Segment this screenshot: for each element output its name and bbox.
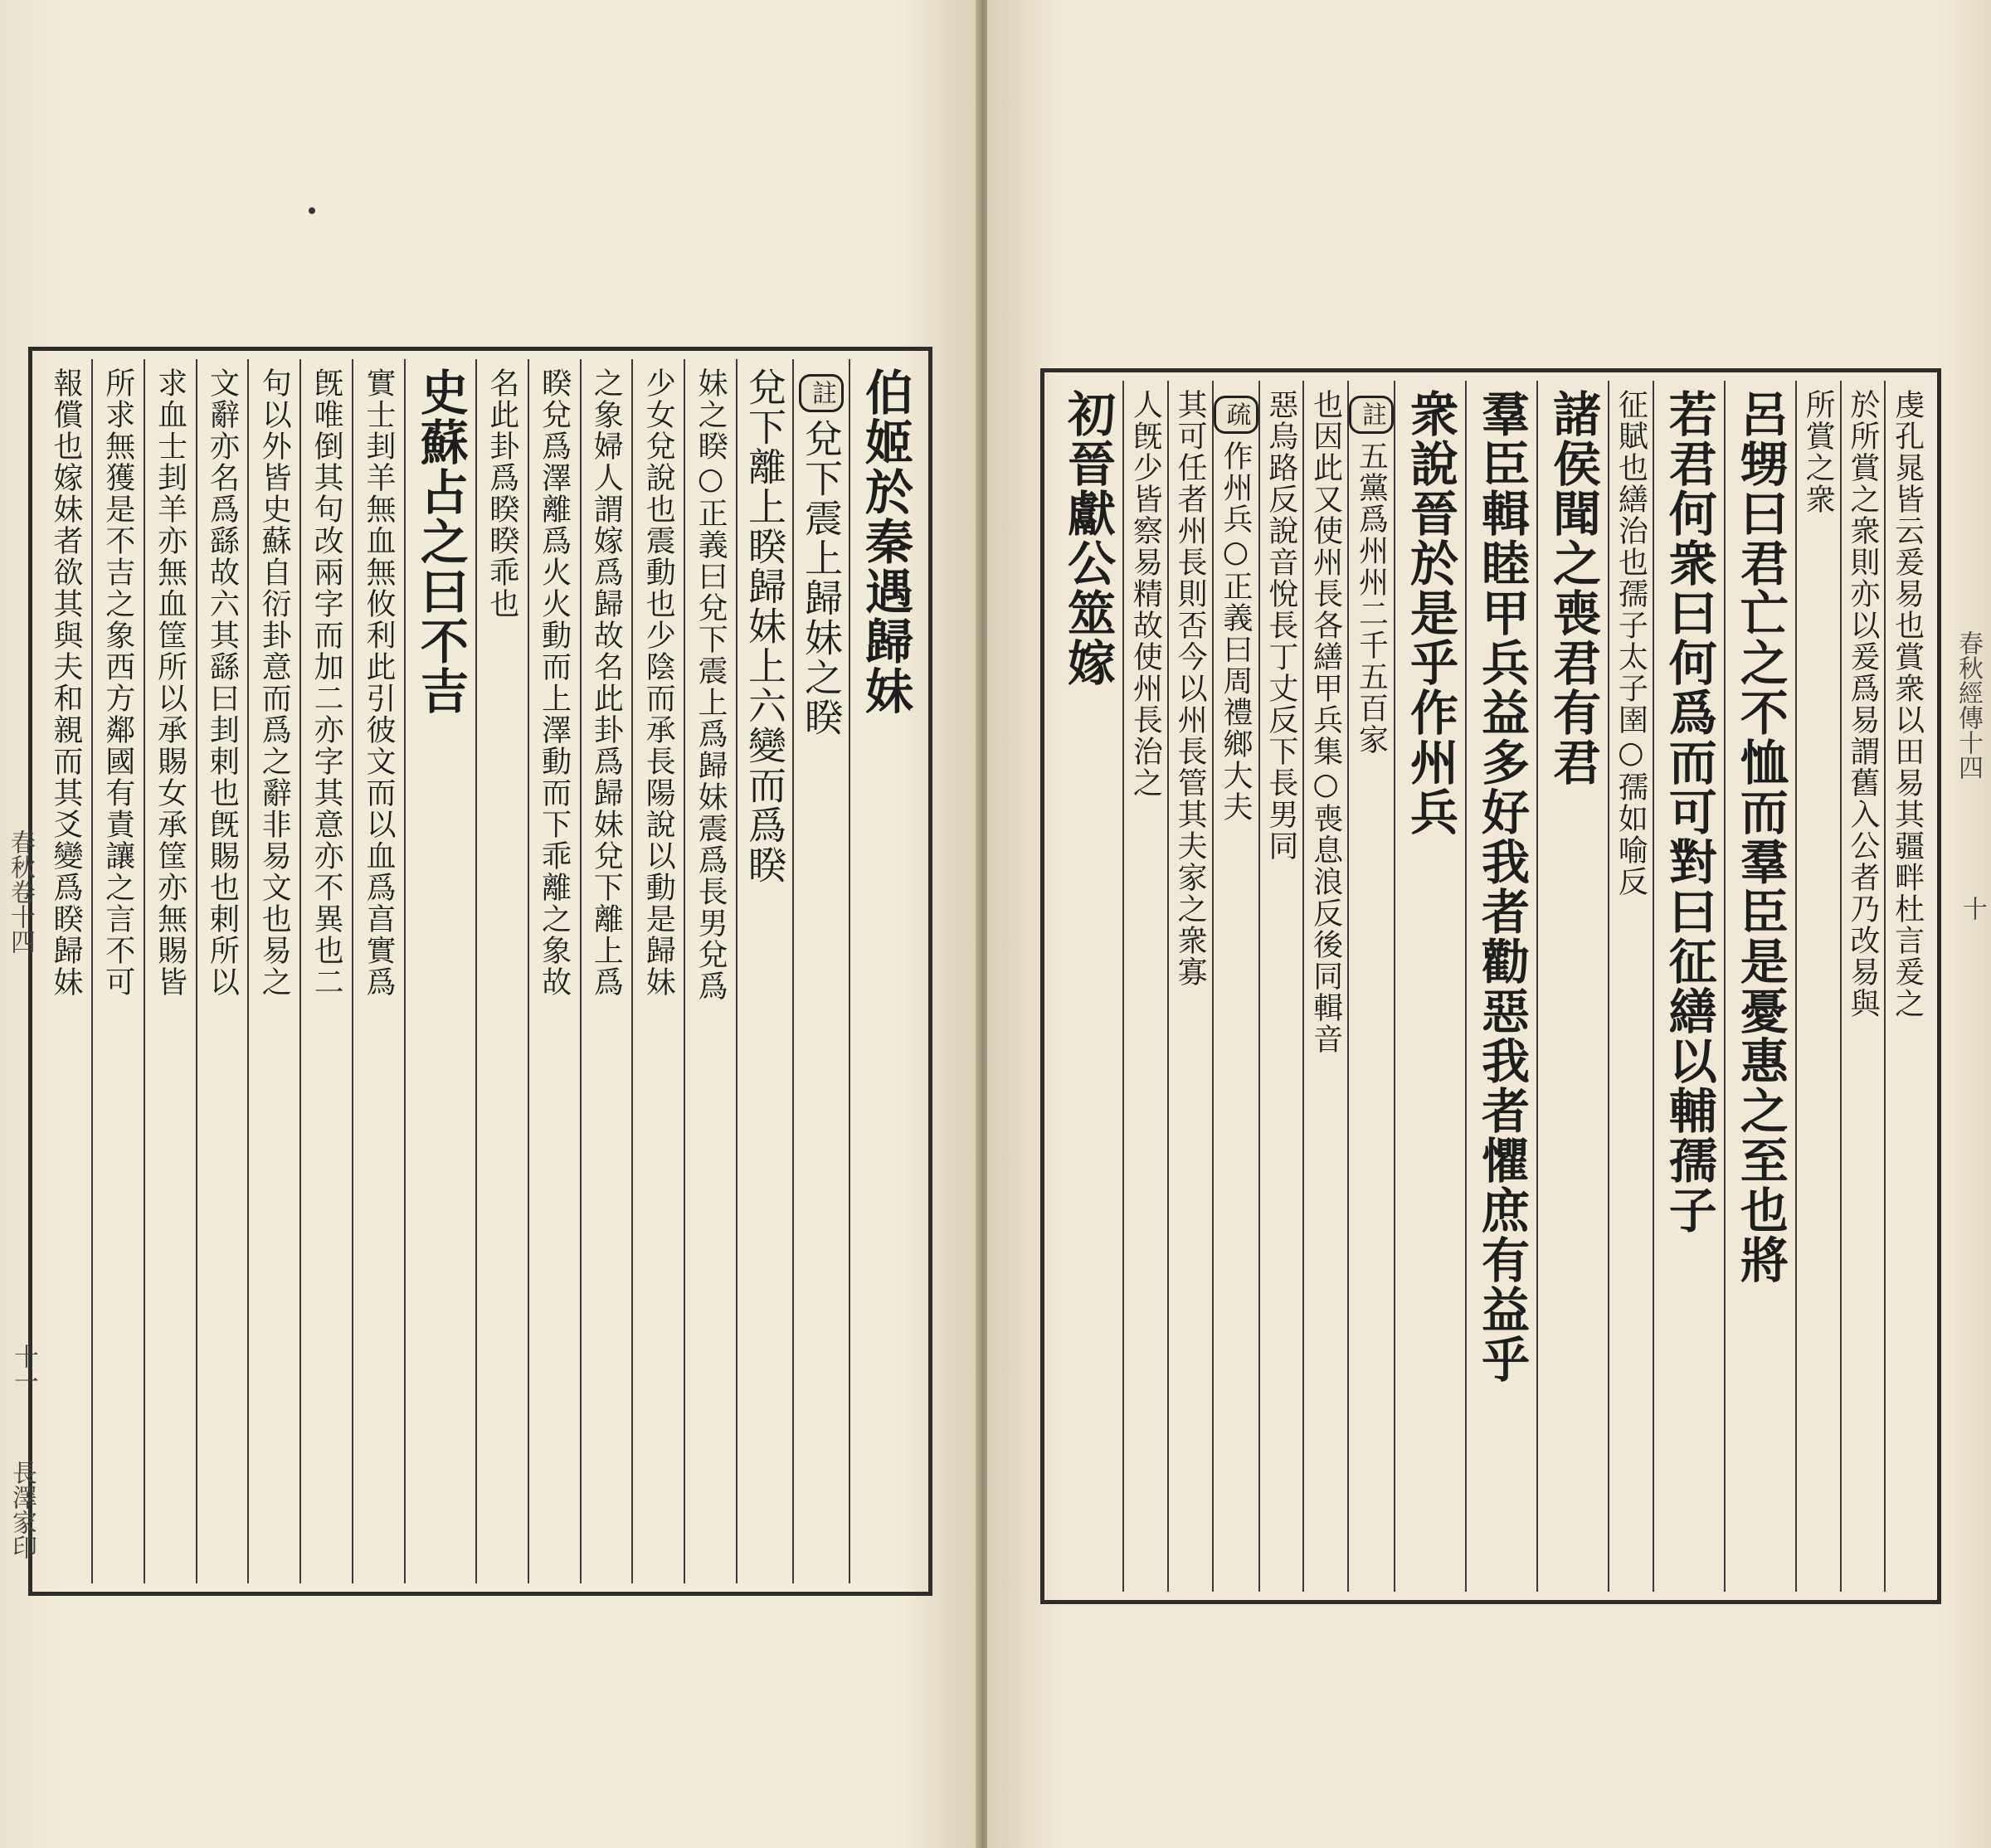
text-column (1347, 381, 1394, 1592)
text-column (1212, 381, 1258, 1592)
text-column (475, 359, 528, 1583)
text-column (1724, 381, 1795, 1592)
text-column (684, 359, 736, 1583)
text-column (1167, 381, 1212, 1592)
ink-dot (309, 207, 315, 214)
text-column (1795, 381, 1840, 1592)
text-column (41, 359, 91, 1583)
column-text: 若君何衆曰何爲而可對曰征繕以輔孺子 (1660, 389, 1717, 1235)
text-column (91, 359, 144, 1583)
column-text: 句以外皆史蘇自衍卦意而爲之辭非易文也易之 (257, 367, 292, 998)
text-column (580, 359, 632, 1583)
annotation-marker: 註 (799, 374, 844, 412)
text-column (196, 359, 248, 1583)
text-column (1302, 381, 1347, 1592)
column-text: 征賦也繕治也孺子太子圉○孺如喻反 (1614, 389, 1648, 897)
right-columns (1053, 381, 1929, 1592)
text-column (1884, 381, 1929, 1592)
text-column (1536, 381, 1608, 1592)
column-text: 史蘇占之曰不吉 (411, 367, 469, 716)
left-margin-label-3: 長澤家印 (7, 1460, 37, 1559)
column-text: 少女兌說也震動也少陰而承長陽說以動是歸妹 (641, 367, 676, 998)
text-column (1465, 381, 1536, 1592)
column-text: 諸侯聞之喪君有君 (1545, 389, 1601, 787)
column-text: 五黨爲州州二千五百家 (1354, 440, 1389, 756)
column-text: 妹之睽○正義曰兌下震上爲歸妹震爲長男兌爲 (694, 367, 728, 1002)
left-margin-label-1: 春秋卷十四 (6, 829, 35, 954)
column-text: 所賞之衆 (1801, 389, 1836, 515)
text-column (1840, 381, 1885, 1592)
text-column (631, 359, 684, 1583)
text-column (1122, 381, 1167, 1592)
right-margin-label-1: 春秋經傳十四 (1954, 630, 1983, 780)
column-text: 人旣少皆察易精故使州長治之 (1128, 389, 1163, 799)
column-text: 求血士刲羊亦無血筐所以承賜女承筐亦無賜皆 (153, 367, 187, 998)
text-column (144, 359, 196, 1583)
text-column (528, 359, 580, 1583)
column-text: 衆說晉於是乎作州兵 (1402, 389, 1458, 837)
column-text: 呂甥曰君亡之不恤而羣臣是憂惠之至也將 (1731, 389, 1789, 1285)
column-text: 也因此又使州長各繕甲兵集○喪息浪反後同輯音 (1308, 389, 1343, 1055)
column-text: 其可任者州長則否今以州長管其夫家之衆寡 (1173, 389, 1208, 988)
text-column (736, 359, 792, 1583)
column-text: 虔孔晁皆云爰易也賞衆以田易其疆畔杜言爰之 (1890, 389, 1925, 1019)
column-text: 名此卦爲睽睽乖也 (484, 367, 519, 620)
column-text: 睽兌爲澤離爲火火動而上澤動而下乖離之象故 (537, 367, 572, 998)
annotation-marker: 疏 (1214, 396, 1258, 434)
left-page (0, 0, 979, 1848)
left-columns (41, 359, 920, 1583)
right-page (987, 0, 1991, 1848)
right-text-block (1040, 368, 1941, 1604)
text-column (404, 359, 475, 1583)
column-text: 報償也嫁妹者欲其與夫和親而其爻變爲睽歸妹 (48, 367, 83, 998)
left-text-block (28, 347, 932, 1596)
text-column (849, 359, 920, 1583)
text-column (1608, 381, 1653, 1592)
text-column (247, 359, 299, 1583)
column-text: 於所賞之衆則亦以爰爲易謂舊入公者乃改易與 (1845, 389, 1880, 1019)
text-column (1258, 381, 1303, 1592)
annotation-marker: 註 (1349, 396, 1394, 434)
text-column (792, 359, 849, 1583)
column-text: 伯姬於秦遇歸妹 (857, 367, 913, 716)
text-column (1653, 381, 1724, 1592)
column-text: 旣唯倒其句改兩字而加二亦字其意亦不異也二 (309, 367, 344, 998)
column-text: 實士刲羊無血無攸利此引彼文而以血爲亯實爲 (361, 367, 396, 998)
text-column (352, 359, 404, 1583)
left-margin-label-2: 十一 (9, 1344, 38, 1393)
text-column (1053, 381, 1122, 1592)
column-text: 初晉獻公筮嫁 (1059, 389, 1116, 688)
column-text: 兌下離上睽歸妹上六變而爲睽 (742, 367, 787, 885)
text-column (1394, 381, 1465, 1592)
column-text: 所求無獲是不吉之象西方鄰國有責讓之言不可 (100, 367, 135, 998)
column-text: 羣臣輯睦甲兵益多好我者勸惡我者懼庶有益乎 (1473, 389, 1530, 1384)
column-text: 文辭亦名爲繇故六其繇曰刲剌也旣賜也剌所以 (205, 367, 240, 998)
column-text: 作州兵○正義曰周禮鄉大夫 (1219, 440, 1253, 823)
right-margin-label-2: 十 (1958, 896, 1987, 921)
column-text: 兌下震上歸妹之睽 (799, 419, 844, 737)
column-text: 惡烏路反說音悅長丁丈反下長男同 (1263, 389, 1298, 862)
text-column (299, 359, 352, 1583)
column-text: 之象婦人謂嫁爲歸故名此卦爲歸妹兌下離上爲 (589, 367, 624, 998)
